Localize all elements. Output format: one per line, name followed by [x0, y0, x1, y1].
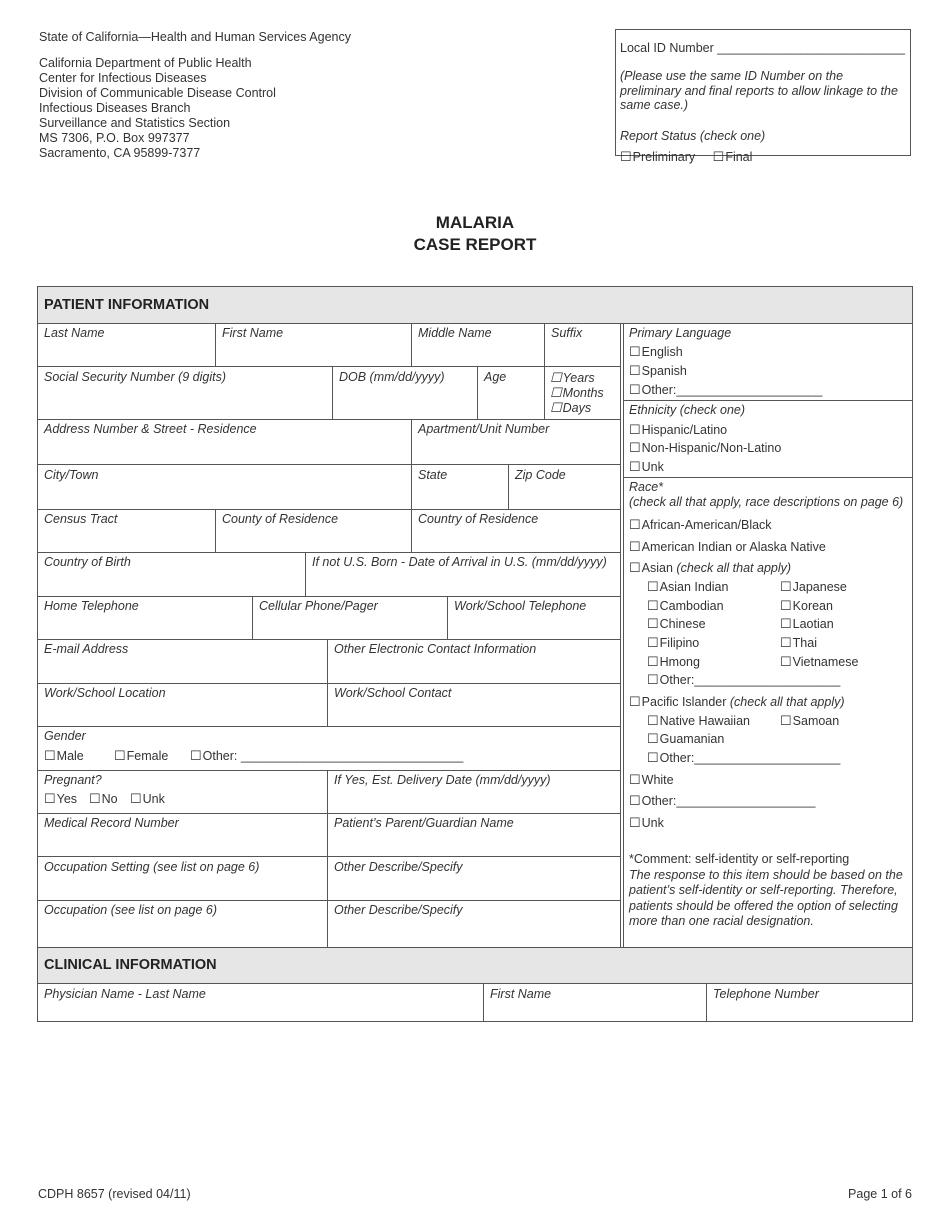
- occupation-setting-other-field[interactable]: Other Describe/Specify: [334, 860, 463, 874]
- guardian-field[interactable]: Patient’s Parent/Guardian Name: [334, 816, 514, 830]
- race-filipino-checkbox[interactable]: ☐Filipino: [647, 635, 700, 650]
- zip-field[interactable]: Zip Code: [515, 468, 566, 482]
- address-line: Division of Communicable Disease Control: [39, 86, 276, 100]
- race-cambodian-checkbox[interactable]: ☐Cambodian: [647, 598, 724, 613]
- local-id-field[interactable]: Local ID Number ___________________________: [620, 41, 905, 55]
- physician-telephone-field[interactable]: Telephone Number: [713, 987, 819, 1001]
- agency-address: [39, 56, 276, 161]
- local-id-note: (Please use the same ID Number on the preliminary and final reports to allow linkage to the same case.): [620, 69, 898, 112]
- address-line: Sacramento, CA 95899-7377: [39, 146, 201, 160]
- language-spanish-checkbox[interactable]: ☐Spanish: [629, 363, 687, 378]
- race-unk-checkbox[interactable]: ☐Unk: [629, 815, 664, 830]
- address-line: MS 7306, P.O. Box 997377: [39, 131, 190, 145]
- address-line: California Department of Public Health: [39, 56, 252, 70]
- race-pacific-other-checkbox[interactable]: ☐Other:_____________________: [647, 750, 841, 765]
- divider: [38, 813, 620, 814]
- divider: [38, 983, 912, 984]
- divider: [706, 983, 707, 1021]
- pregnant-no-checkbox[interactable]: ☐No: [89, 791, 118, 806]
- race-asian-checkbox[interactable]: ☐Asian (check all that apply): [629, 560, 792, 575]
- divider: [332, 366, 333, 419]
- divider: [544, 323, 545, 366]
- divider: [508, 464, 509, 509]
- address-line: Center for Infectious Diseases: [39, 71, 207, 85]
- pregnant-unk-checkbox[interactable]: ☐Unk: [130, 791, 165, 806]
- divider: [38, 419, 620, 420]
- report-status-label: Report Status (check one): [620, 128, 766, 143]
- race-samoan-checkbox[interactable]: ☐Samoan: [780, 713, 840, 728]
- race-japanese-checkbox[interactable]: ☐Japanese: [780, 579, 847, 594]
- patient-info-header: PATIENT INFORMATION: [38, 287, 912, 323]
- language-english-checkbox[interactable]: ☐English: [629, 344, 683, 359]
- cell-phone-field[interactable]: Cellular Phone/Pager: [259, 599, 378, 613]
- divider: [38, 323, 912, 324]
- divider: [327, 770, 328, 947]
- ssn-field[interactable]: Social Security Number (9 digits): [44, 370, 227, 384]
- primary-language-label: Primary Language: [629, 326, 732, 340]
- state-field[interactable]: State: [418, 468, 448, 482]
- form-id: CDPH 8657 (revised 04/11): [38, 1187, 191, 1201]
- address-line: Infectious Diseases Branch: [39, 101, 191, 115]
- race-hmong-checkbox[interactable]: ☐Hmong: [647, 654, 700, 669]
- age-years-checkbox[interactable]: ☐Years: [550, 370, 595, 385]
- divider: [544, 366, 545, 419]
- divider: [624, 477, 912, 478]
- divider: [252, 596, 253, 639]
- divider: [38, 900, 620, 901]
- divider: [38, 726, 620, 727]
- apartment-field[interactable]: Apartment/Unit Number: [418, 422, 550, 436]
- occupation-setting-field[interactable]: Occupation Setting (see list on page 6): [44, 860, 260, 874]
- pregnant-label: Pregnant?: [44, 773, 102, 787]
- divider: [447, 596, 448, 639]
- race-thai-checkbox[interactable]: ☐Thai: [780, 635, 817, 650]
- race-comment: [629, 852, 909, 930]
- divider: [215, 323, 216, 366]
- gender-label: Gender: [44, 729, 86, 743]
- divider: [305, 552, 306, 596]
- work-phone-field[interactable]: Work/School Telephone: [454, 599, 587, 613]
- divider: [411, 419, 412, 464]
- divider: [327, 639, 328, 726]
- divider: [624, 400, 912, 401]
- page-number: Page 1 of 6: [848, 1187, 912, 1201]
- race-sublabel: (check all that apply, race descriptions on page 6): [629, 495, 904, 509]
- ethnicity-non-hispanic-checkbox[interactable]: ☐Non-Hispanic/Non-Latino: [629, 440, 782, 455]
- address-field[interactable]: Address Number & Street - Residence: [44, 422, 257, 436]
- divider: [38, 552, 620, 553]
- dob-field[interactable]: DOB (mm/dd/yyyy): [339, 370, 445, 384]
- other-contact-field[interactable]: Other Electronic Contact Information: [334, 642, 537, 656]
- race-comment-body: The response to this item should be based on the patient’s self-identity or self-reporting. Therefore, patients should be offered the option of selecting more than one racial designation.: [629, 867, 903, 928]
- race-comment-title: *Comment: self-identity or self-reporting: [629, 852, 850, 866]
- age-months-checkbox[interactable]: ☐Months: [550, 385, 604, 400]
- form-subtitle: CASE REPORT: [413, 235, 537, 254]
- divider: [38, 596, 620, 597]
- work-contact-field[interactable]: Work/School Contact: [334, 686, 452, 700]
- home-phone-field[interactable]: Home Telephone: [44, 599, 139, 613]
- agency-name: State of California—Health and Human Services Agency: [39, 30, 351, 44]
- language-other-checkbox[interactable]: ☐Other:_____________________: [629, 382, 823, 397]
- race-asian-other-checkbox[interactable]: ☐Other:_____________________: [647, 672, 841, 687]
- divider: [215, 509, 216, 552]
- gender-female-checkbox[interactable]: ☐Female: [114, 748, 169, 763]
- arrival-date-field[interactable]: If not U.S. Born - Date of Arrival in U.S. (mm/dd/yyyy): [312, 555, 607, 569]
- occupation-field[interactable]: Occupation (see list on page 6): [44, 903, 218, 917]
- race-chinese-checkbox[interactable]: ☐Chinese: [647, 616, 706, 631]
- age-field[interactable]: Age: [484, 370, 507, 384]
- country-residence-field[interactable]: Country of Residence: [418, 512, 539, 526]
- race-label: Race*: [629, 480, 664, 494]
- race-african-checkbox[interactable]: ☐African-American/Black: [629, 517, 772, 532]
- gender-male-checkbox[interactable]: ☐Male: [44, 748, 84, 763]
- preliminary-checkbox[interactable]: ☐Preliminary: [620, 148, 696, 164]
- age-days-checkbox[interactable]: ☐Days: [550, 400, 592, 415]
- race-korean-checkbox[interactable]: ☐Korean: [780, 598, 833, 613]
- divider: [38, 366, 620, 367]
- local-id-box: [615, 29, 911, 164]
- final-checkbox[interactable]: ☐Final: [712, 148, 753, 164]
- divider: [38, 639, 620, 640]
- race-other-checkbox[interactable]: ☐Other:____________________: [629, 793, 816, 808]
- gender-other-checkbox[interactable]: ☐Other: ________________________________: [190, 748, 464, 763]
- divider: [477, 366, 478, 419]
- divider: [411, 509, 412, 552]
- medical-record-field[interactable]: Medical Record Number: [44, 816, 179, 830]
- middle-name-field[interactable]: Middle Name: [418, 326, 492, 340]
- physician-last-name-field[interactable]: Physician Name - Last Name: [44, 987, 206, 1001]
- divider: [38, 464, 620, 465]
- email-field[interactable]: E-mail Address: [44, 642, 129, 656]
- divider: [38, 770, 620, 771]
- physician-first-name-field[interactable]: First Name: [490, 987, 552, 1001]
- race-guamanian-checkbox[interactable]: ☐Guamanian: [647, 731, 725, 746]
- pregnant-yes-checkbox[interactable]: ☐Yes: [44, 791, 78, 806]
- divider: [38, 856, 620, 857]
- census-tract-field[interactable]: Census Tract: [44, 512, 118, 526]
- race-native-hawaiian-checkbox[interactable]: ☐Native Hawaiian: [647, 713, 750, 728]
- first-name-field[interactable]: First Name: [222, 326, 284, 340]
- delivery-date-field[interactable]: If Yes, Est. Delivery Date (mm/dd/yyyy): [334, 773, 551, 787]
- divider: [411, 464, 412, 509]
- work-location-field[interactable]: Work/School Location: [44, 686, 166, 700]
- ethnicity-label: Ethnicity (check one): [629, 403, 746, 417]
- city-field[interactable]: City/Town: [44, 468, 99, 482]
- divider: [411, 323, 412, 366]
- divider: [623, 323, 624, 947]
- county-field[interactable]: County of Residence: [222, 512, 339, 526]
- race-pacific-checkbox[interactable]: ☐Pacific Islander (check all that apply): [629, 694, 845, 709]
- last-name-field[interactable]: Last Name: [44, 326, 105, 340]
- divider: [38, 683, 620, 684]
- divider: [483, 983, 484, 1021]
- report-status-options: [620, 149, 906, 165]
- ethnicity-unk-checkbox[interactable]: ☐Unk: [629, 459, 664, 474]
- divider: [620, 323, 621, 947]
- race-white-checkbox[interactable]: ☐White: [629, 772, 674, 787]
- race-laotian-checkbox[interactable]: ☐Laotian: [780, 616, 834, 631]
- ethnicity-hispanic-checkbox[interactable]: ☐Hispanic/Latino: [629, 422, 728, 437]
- country-birth-field[interactable]: Country of Birth: [44, 555, 131, 569]
- form-title: MALARIA: [435, 213, 515, 232]
- clinical-info-header: CLINICAL INFORMATION: [38, 948, 912, 983]
- race-american-indian-checkbox[interactable]: ☐American Indian or Alaska Native: [629, 539, 826, 554]
- divider: [38, 509, 620, 510]
- address-line: Surveillance and Statistics Section: [39, 116, 231, 130]
- race-asian-indian-checkbox[interactable]: ☐Asian Indian: [647, 579, 729, 594]
- race-vietnamese-checkbox[interactable]: ☐Vietnamese: [780, 654, 859, 669]
- occupation-other-field[interactable]: Other Describe/Specify: [334, 903, 463, 917]
- suffix-field[interactable]: Suffix: [551, 326, 583, 340]
